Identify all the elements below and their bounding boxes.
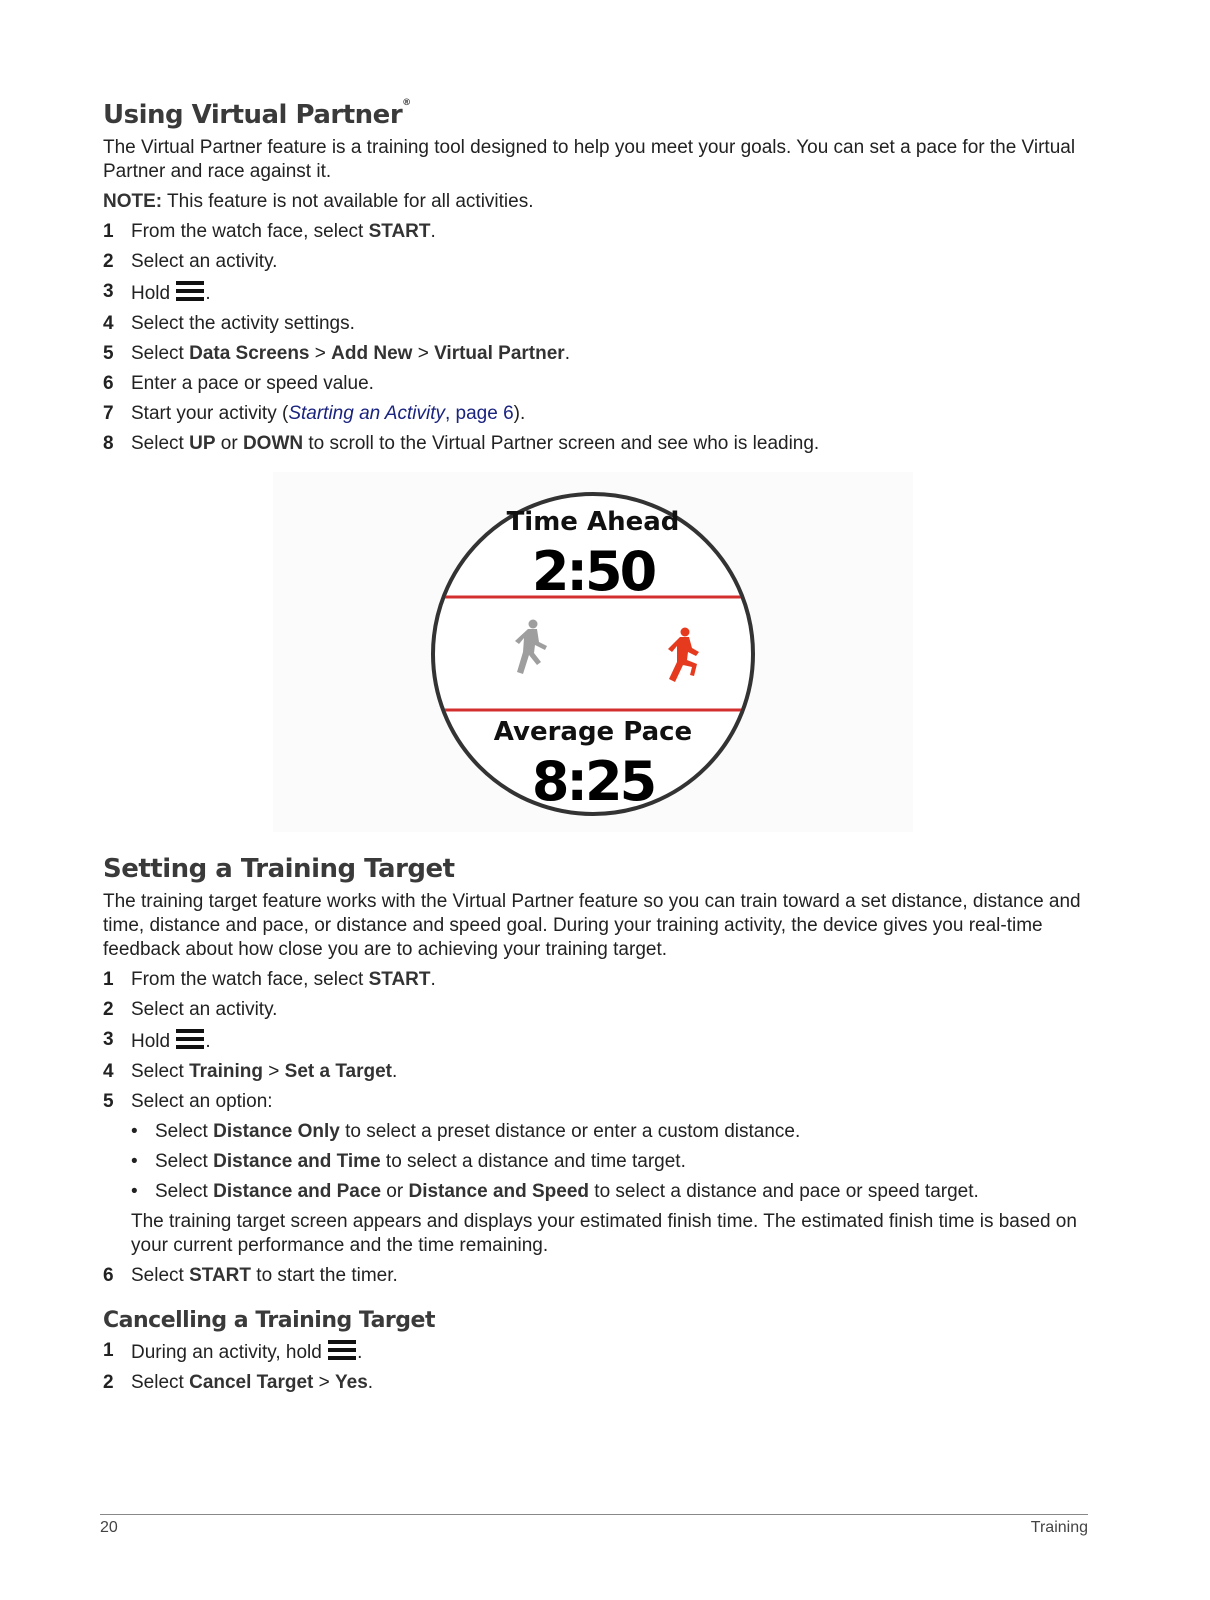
average-pace-value: 8:25 <box>531 750 655 813</box>
heading-setting-training-target: Setting a Training Target <box>103 854 455 884</box>
step-text: During an activity, hold . <box>131 1339 362 1365</box>
step-number: 1 <box>103 1340 114 1361</box>
step-number: 2 <box>103 1372 114 1393</box>
heading-cancelling-training-target: Cancelling a Training Target <box>103 1308 435 1333</box>
step-text: Select an activity. <box>131 251 278 272</box>
step-number: 5 <box>103 343 114 364</box>
virtual-partner-watch-figure <box>273 472 913 832</box>
step-item <box>103 998 1103 1022</box>
step-item <box>103 1090 1103 1114</box>
heading-using-virtual-partner <box>103 100 1103 130</box>
step-item <box>103 1371 1103 1395</box>
step-item <box>103 1028 1103 1054</box>
step-text: Select an option: <box>131 1091 273 1112</box>
bullet-dot: • <box>131 1181 138 1202</box>
note-text: This feature is not available for all activities. <box>162 191 534 212</box>
bullet-text: Select Distance Only to select a preset distance or enter a custom distance. <box>155 1121 801 1142</box>
step-text: Select the activity settings. <box>131 313 355 334</box>
intro-paragraph: The Virtual Partner feature is a training tool designed to help you meet your goals. You can set a pace for the Virtual Partner and race against it. <box>103 137 1076 182</box>
step-number: 8 <box>103 433 114 454</box>
note-label: NOTE: <box>103 191 163 212</box>
step-item <box>103 280 1103 306</box>
step-item <box>103 342 1103 366</box>
menu-icon <box>175 1028 205 1050</box>
bullet-text: Select Distance and Pace or Distance and Speed to select a distance and pace or speed target. <box>155 1181 979 1202</box>
heading-text: Using Virtual Partner <box>103 100 403 130</box>
step-text: Select Training > Set a Target. <box>131 1061 398 1082</box>
step-number: 5 <box>103 1091 114 1112</box>
step-text: Select an activity. <box>131 999 278 1020</box>
step-text: Select Cancel Target > Yes. <box>131 1372 374 1393</box>
step-item <box>103 432 1103 456</box>
step-text: Enter a pace or speed value. <box>131 373 374 394</box>
registered-mark: ® <box>402 98 411 108</box>
step-item <box>103 250 1103 274</box>
option-bullet <box>103 1180 1103 1204</box>
step-item <box>103 372 1103 396</box>
step-text: From the watch face, select START. <box>131 969 436 990</box>
step-number: 2 <box>103 251 114 272</box>
step-number: 4 <box>103 1061 114 1082</box>
document-page <box>103 100 1103 1395</box>
bullet-dot: • <box>131 1121 138 1142</box>
time-ahead-value: 2:50 <box>531 540 655 603</box>
step-number: 7 <box>103 403 114 424</box>
step-number: 1 <box>103 221 114 242</box>
footer-section-name: Training <box>1030 1519 1088 1536</box>
step-text: Hold . <box>131 280 211 306</box>
step-item <box>103 968 1103 992</box>
menu-icon <box>327 1339 357 1361</box>
option-bullet <box>103 1120 1103 1144</box>
step-text: Select Data Screens > Add New > Virtual Partner. <box>131 343 570 364</box>
step-item <box>103 402 1103 426</box>
intro-paragraph: The training target feature works with the Virtual Partner feature so you can train toward a set distance, distance and time, distance and pace, or distance and speed goal. During your training activity, the device gives you real-time feedback about how close you are to achieving your training target. <box>103 891 1081 960</box>
step-text: From the watch face, select START. <box>131 221 436 242</box>
step-item <box>103 1339 1103 1365</box>
result-paragraph: The training target screen appears and displays your estimated finish time. The estimated finish time is based on your current performance and the time remaining. <box>131 1211 1077 1256</box>
step-number: 3 <box>103 281 114 302</box>
step-text: Hold . <box>131 1028 211 1054</box>
step-text: Select START to start the timer. <box>131 1265 398 1286</box>
step-text: Start your activity (Starting an Activity, page 6). <box>131 403 526 424</box>
page-footer <box>100 1514 1088 1536</box>
bullet-text: Select Distance and Time to select a distance and time target. <box>155 1151 686 1172</box>
average-pace-label: Average Pace <box>493 717 693 747</box>
step-number: 6 <box>103 1265 114 1286</box>
watch-face-illustration <box>273 472 913 832</box>
option-bullet <box>103 1150 1103 1174</box>
step-number: 2 <box>103 999 114 1020</box>
starting-activity-link[interactable]: Starting an Activity, page 6 <box>288 403 514 424</box>
step-item <box>103 1264 1103 1288</box>
time-ahead-label: Time Ahead <box>506 507 680 537</box>
step-item <box>103 220 1103 244</box>
menu-icon <box>175 280 205 302</box>
step-item <box>103 1060 1103 1084</box>
step-number: 1 <box>103 969 114 990</box>
step-item <box>103 312 1103 336</box>
note-paragraph <box>103 190 1103 214</box>
page-number: 20 <box>100 1519 118 1536</box>
bullet-dot: • <box>131 1151 138 1172</box>
step-number: 4 <box>103 313 114 334</box>
step-number: 6 <box>103 373 114 394</box>
step-number: 3 <box>103 1029 114 1050</box>
step-text: Select UP or DOWN to scroll to the Virtual Partner screen and see who is leading. <box>131 433 820 454</box>
